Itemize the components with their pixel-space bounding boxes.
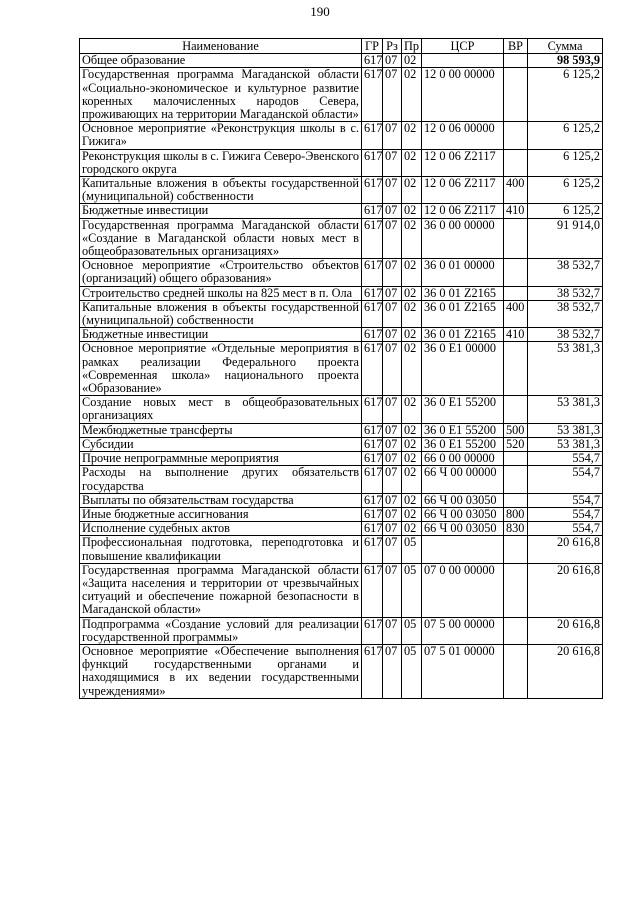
- cell-csr: 36 0 01 00000: [422, 259, 504, 286]
- cell-vr: [504, 54, 528, 68]
- cell-name: Основное мероприятие «Отдельные мероприятия в рамках реализации Федерального проекта «Современная школа» национального проекта «Образование»: [80, 342, 362, 396]
- cell-pr: 02: [402, 522, 422, 536]
- budget-table: [79, 38, 603, 699]
- table-row: [80, 507, 603, 521]
- cell-name: Основное мероприятие «Строительство объектов (организаций) общего образования»: [80, 259, 362, 286]
- cell-gr: 617: [362, 522, 383, 536]
- table-row: [80, 437, 603, 451]
- header-rz: Рз: [383, 39, 402, 54]
- cell-pr: 02: [402, 149, 422, 176]
- cell-pr: 02: [402, 466, 422, 493]
- cell-name: Исполнение судебных актов: [80, 522, 362, 536]
- cell-rz: 07: [383, 437, 402, 451]
- header-name: Наименование: [80, 39, 362, 54]
- cell-sum: 20 616,8: [528, 536, 603, 563]
- cell-sum: 554,7: [528, 493, 603, 507]
- cell-pr: 02: [402, 423, 422, 437]
- table-row: [80, 342, 603, 396]
- cell-vr: [504, 644, 528, 698]
- cell-gr: 617: [362, 644, 383, 698]
- cell-sum: 38 532,7: [528, 300, 603, 327]
- cell-pr: 02: [402, 177, 422, 204]
- cell-rz: 07: [383, 259, 402, 286]
- cell-vr: 400: [504, 300, 528, 327]
- cell-name: Создание новых мест в общеобразовательных организациях: [80, 396, 362, 423]
- cell-csr: 66 Ч 00 03050: [422, 507, 504, 521]
- cell-sum: 38 532,7: [528, 286, 603, 300]
- table-row: [80, 68, 603, 122]
- cell-csr: 36 0 01 Z2165: [422, 286, 504, 300]
- table-row: [80, 204, 603, 218]
- cell-pr: 02: [402, 328, 422, 342]
- cell-sum: 53 381,3: [528, 423, 603, 437]
- table-row: [80, 644, 603, 698]
- cell-pr: 02: [402, 342, 422, 396]
- cell-name: Реконструкция школы в с. Гижига Северо-Эвенского городского округа: [80, 149, 362, 176]
- cell-rz: 07: [383, 396, 402, 423]
- cell-vr: [504, 396, 528, 423]
- table-row: [80, 617, 603, 644]
- cell-sum: 38 532,7: [528, 328, 603, 342]
- cell-sum: 6 125,2: [528, 68, 603, 122]
- table-row: [80, 452, 603, 466]
- cell-rz: 07: [383, 644, 402, 698]
- cell-gr: 617: [362, 122, 383, 149]
- cell-sum: 20 616,8: [528, 644, 603, 698]
- cell-pr: 02: [402, 286, 422, 300]
- cell-rz: 07: [383, 563, 402, 617]
- cell-rz: 07: [383, 522, 402, 536]
- cell-name: Бюджетные инвестиции: [80, 328, 362, 342]
- cell-gr: 617: [362, 466, 383, 493]
- cell-gr: 617: [362, 342, 383, 396]
- cell-sum: 554,7: [528, 466, 603, 493]
- cell-sum: 38 532,7: [528, 259, 603, 286]
- cell-name: Подпрограмма «Создание условий для реализации государственной программы»: [80, 617, 362, 644]
- cell-csr: 12 0 06 Z2117: [422, 204, 504, 218]
- cell-gr: 617: [362, 452, 383, 466]
- cell-gr: 617: [362, 149, 383, 176]
- cell-pr: 05: [402, 644, 422, 698]
- cell-gr: 617: [362, 617, 383, 644]
- cell-sum: 6 125,2: [528, 177, 603, 204]
- cell-rz: 07: [383, 617, 402, 644]
- cell-gr: 617: [362, 204, 383, 218]
- cell-gr: 617: [362, 286, 383, 300]
- cell-rz: 07: [383, 466, 402, 493]
- cell-vr: [504, 218, 528, 259]
- cell-rz: 07: [383, 218, 402, 259]
- cell-rz: 07: [383, 452, 402, 466]
- cell-vr: 800: [504, 507, 528, 521]
- cell-gr: 617: [362, 507, 383, 521]
- cell-sum: 554,7: [528, 452, 603, 466]
- cell-name: Капитальные вложения в объекты государственной (муниципальной) собственности: [80, 177, 362, 204]
- cell-pr: 02: [402, 300, 422, 327]
- header-vr: ВР: [504, 39, 528, 54]
- cell-pr: 02: [402, 204, 422, 218]
- cell-csr: 36 0 E1 55200: [422, 437, 504, 451]
- table-row: [80, 522, 603, 536]
- cell-gr: 617: [362, 300, 383, 327]
- cell-pr: 02: [402, 452, 422, 466]
- cell-csr: 07 5 01 00000: [422, 644, 504, 698]
- table-row: [80, 466, 603, 493]
- cell-vr: 410: [504, 328, 528, 342]
- cell-sum: 53 381,3: [528, 437, 603, 451]
- table-row: [80, 259, 603, 286]
- cell-name: Государственная программа Магаданской области «Создание в Магаданской области новых мест в общеобразовательных организациях»: [80, 218, 362, 259]
- cell-name: Субсидии: [80, 437, 362, 451]
- cell-sum: 20 616,8: [528, 617, 603, 644]
- cell-csr: 36 0 E1 55200: [422, 423, 504, 437]
- cell-rz: 07: [383, 54, 402, 68]
- cell-name: Основное мероприятие «Обеспечение выполнения функций государственными органами и находящимися в их ведении государственными учреждениями»: [80, 644, 362, 698]
- cell-pr: 05: [402, 536, 422, 563]
- cell-vr: [504, 149, 528, 176]
- cell-vr: 410: [504, 204, 528, 218]
- cell-vr: 520: [504, 437, 528, 451]
- table-row: [80, 423, 603, 437]
- cell-pr: 02: [402, 218, 422, 259]
- cell-vr: [504, 452, 528, 466]
- cell-gr: 617: [362, 536, 383, 563]
- cell-csr: 07 5 00 00000: [422, 617, 504, 644]
- cell-name: Строительство средней школы на 825 мест в п. Ола: [80, 286, 362, 300]
- cell-sum: 6 125,2: [528, 204, 603, 218]
- cell-gr: 617: [362, 218, 383, 259]
- cell-rz: 07: [383, 328, 402, 342]
- cell-rz: 07: [383, 300, 402, 327]
- cell-pr: 02: [402, 493, 422, 507]
- cell-pr: 05: [402, 617, 422, 644]
- cell-vr: [504, 259, 528, 286]
- cell-rz: 07: [383, 423, 402, 437]
- cell-csr: 12 0 06 Z2117: [422, 149, 504, 176]
- cell-gr: 617: [362, 423, 383, 437]
- cell-gr: 617: [362, 328, 383, 342]
- cell-rz: 07: [383, 177, 402, 204]
- cell-vr: [504, 563, 528, 617]
- header-row: [80, 39, 603, 54]
- cell-sum: 6 125,2: [528, 149, 603, 176]
- header-gr: ГР: [362, 39, 383, 54]
- cell-rz: 07: [383, 204, 402, 218]
- cell-pr: 02: [402, 259, 422, 286]
- table-row: [80, 493, 603, 507]
- cell-csr: [422, 536, 504, 563]
- cell-vr: 830: [504, 522, 528, 536]
- cell-vr: [504, 286, 528, 300]
- cell-gr: 617: [362, 259, 383, 286]
- cell-vr: [504, 536, 528, 563]
- cell-pr: 02: [402, 122, 422, 149]
- cell-sum: 554,7: [528, 522, 603, 536]
- table-row: [80, 218, 603, 259]
- table-row: [80, 328, 603, 342]
- cell-name: Капитальные вложения в объекты государственной (муниципальной) собственности: [80, 300, 362, 327]
- table-row: [80, 54, 603, 68]
- cell-csr: [422, 54, 504, 68]
- cell-sum: 554,7: [528, 507, 603, 521]
- table-row: [80, 536, 603, 563]
- page-number: 190: [310, 4, 330, 19]
- cell-name: Расходы на выполнение других обязательств государства: [80, 466, 362, 493]
- cell-name: Межбюджетные трансферты: [80, 423, 362, 437]
- cell-rz: 07: [383, 342, 402, 396]
- cell-gr: 617: [362, 54, 383, 68]
- table-row: [80, 122, 603, 149]
- cell-gr: 617: [362, 396, 383, 423]
- cell-sum: 20 616,8: [528, 563, 603, 617]
- cell-gr: 617: [362, 68, 383, 122]
- cell-gr: 617: [362, 437, 383, 451]
- cell-rz: 07: [383, 122, 402, 149]
- header-pr: Пр: [402, 39, 422, 54]
- cell-csr: 66 Ч 00 03050: [422, 493, 504, 507]
- cell-sum: 6 125,2: [528, 122, 603, 149]
- table-body: [80, 54, 603, 699]
- cell-rz: 07: [383, 536, 402, 563]
- cell-vr: [504, 68, 528, 122]
- cell-name: Государственная программа Магаданской области «Социально-экономическое и культурное развитие коренных малочисленных народов Севера, проживающих на территории Магаданской области»: [80, 68, 362, 122]
- table-row: [80, 177, 603, 204]
- cell-vr: 400: [504, 177, 528, 204]
- cell-sum: 53 381,3: [528, 342, 603, 396]
- cell-name: Государственная программа Магаданской области «Защита населения и территории от чрезвычайных ситуаций и обеспечение пожарной безопасности в Магаданской области»: [80, 563, 362, 617]
- cell-rz: 07: [383, 286, 402, 300]
- cell-csr: 36 0 01 Z2165: [422, 300, 504, 327]
- cell-name: Выплаты по обязательствам государства: [80, 493, 362, 507]
- cell-name: Прочие непрограммные мероприятия: [80, 452, 362, 466]
- cell-pr: 02: [402, 68, 422, 122]
- cell-csr: 36 0 E1 00000: [422, 342, 504, 396]
- cell-sum: 98 593,9: [528, 54, 603, 68]
- cell-csr: 07 0 00 00000: [422, 563, 504, 617]
- cell-csr: 36 0 E1 55200: [422, 396, 504, 423]
- cell-csr: 66 0 00 00000: [422, 452, 504, 466]
- cell-name: Иные бюджетные ассигнования: [80, 507, 362, 521]
- cell-name: Профессиональная подготовка, переподготовка и повышение квалификации: [80, 536, 362, 563]
- cell-vr: [504, 122, 528, 149]
- table-row: [80, 300, 603, 327]
- cell-csr: 12 0 00 00000: [422, 68, 504, 122]
- cell-name: Общее образование: [80, 54, 362, 68]
- cell-csr: 36 0 00 00000: [422, 218, 504, 259]
- cell-pr: 02: [402, 507, 422, 521]
- cell-pr: 02: [402, 437, 422, 451]
- header-csr: ЦСР: [422, 39, 504, 54]
- cell-gr: 617: [362, 563, 383, 617]
- cell-name: Основное мероприятие «Реконструкция школы в с. Гижига»: [80, 122, 362, 149]
- cell-sum: 53 381,3: [528, 396, 603, 423]
- cell-pr: 02: [402, 54, 422, 68]
- table-row: [80, 149, 603, 176]
- cell-gr: 617: [362, 493, 383, 507]
- cell-vr: [504, 493, 528, 507]
- cell-gr: 617: [362, 177, 383, 204]
- cell-name: Бюджетные инвестиции: [80, 204, 362, 218]
- cell-csr: 66 Ч 00 03050: [422, 522, 504, 536]
- cell-vr: [504, 466, 528, 493]
- table-row: [80, 563, 603, 617]
- cell-rz: 07: [383, 507, 402, 521]
- cell-rz: 07: [383, 493, 402, 507]
- cell-vr: [504, 342, 528, 396]
- cell-sum: 91 914,0: [528, 218, 603, 259]
- cell-csr: 66 Ч 00 00000: [422, 466, 504, 493]
- cell-vr: 500: [504, 423, 528, 437]
- header-sum: Сумма: [528, 39, 603, 54]
- cell-csr: 12 0 06 Z2117: [422, 177, 504, 204]
- cell-csr: 12 0 06 00000: [422, 122, 504, 149]
- cell-vr: [504, 617, 528, 644]
- cell-csr: 36 0 01 Z2165: [422, 328, 504, 342]
- cell-pr: 05: [402, 563, 422, 617]
- table-row: [80, 286, 603, 300]
- table-row: [80, 396, 603, 423]
- cell-rz: 07: [383, 149, 402, 176]
- cell-pr: 02: [402, 396, 422, 423]
- cell-rz: 07: [383, 68, 402, 122]
